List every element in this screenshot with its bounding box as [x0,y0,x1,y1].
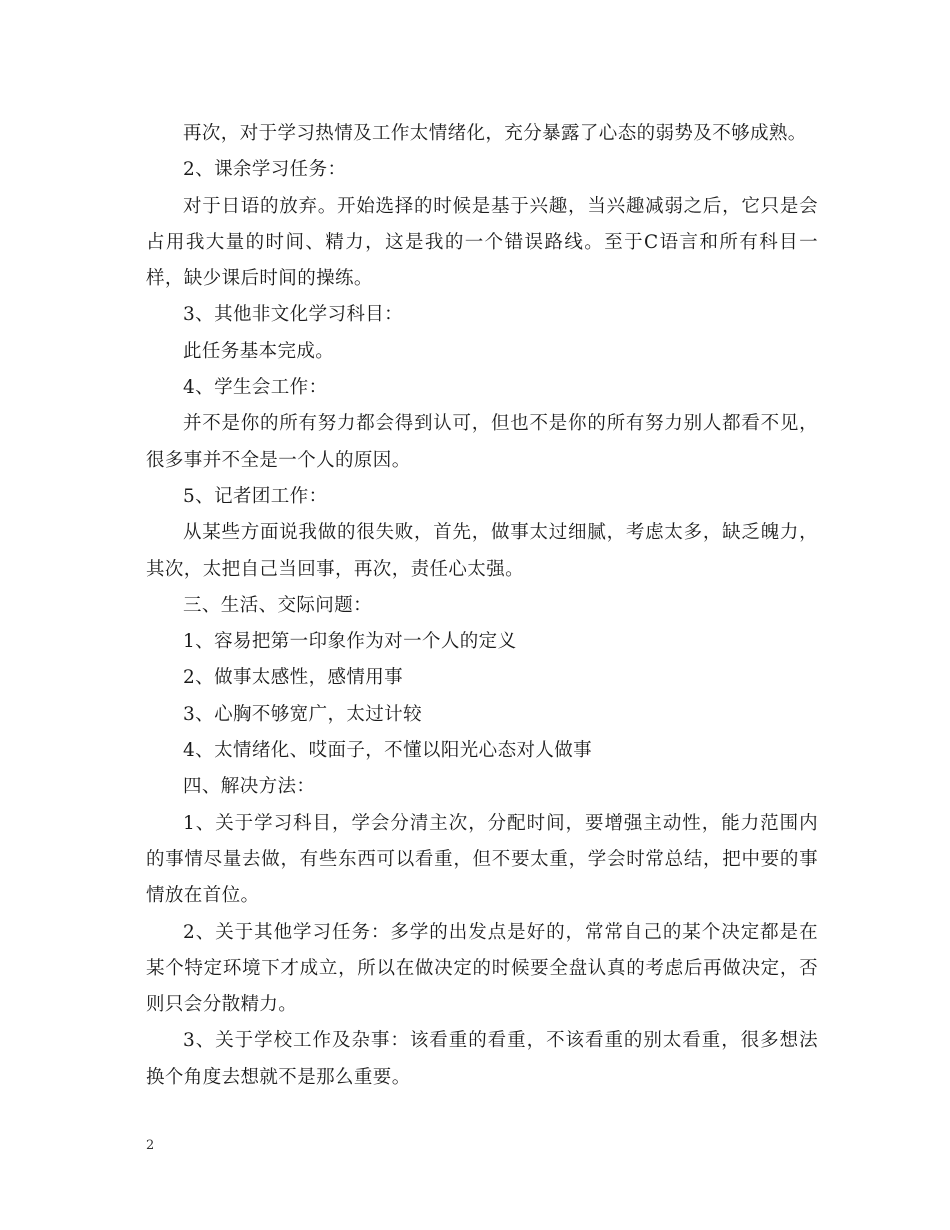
paragraph: 再次，对于学习热情及工作太情绪化，充分暴露了心态的弱势及不够成熟。 [183,123,807,144]
page-number: 2 [146,1138,155,1153]
section-heading: 3、其他非文化学习科目： [183,304,404,326]
section-heading: 四、解决方法： [183,776,316,798]
paragraph: 此任务基本完成。 [183,340,335,362]
list-item: 4、太情绪化、哎面子，不懂以阳光心态对人做事 [183,740,593,762]
section-heading: 4、学生会工作： [183,377,328,399]
paragraph: 对于日语的放弃。开始选择的时候是基于兴趣，当兴趣减弱之后，它只是会占用我大量的时间、精力，这是我的一个错误路线。至于C语言和所有科目一样，缺少课后时间的操练。 [146,195,818,290]
paragraph: 从某些方面说我做的很失败，首先，做事太过细腻，考虑太多，缺乏魄力，其次，太把自己当回事，再次，责任心太强。 [146,522,818,580]
list-item: 2、做事太感性，感情用事 [183,667,404,689]
document-body [146,116,818,1096]
list-item: 2、关于其他学习任务：多学的出发点是好的，常常自己的某个决定都是在某个特定环境下才成立，所以在做决定的时候要全盘认真的考虑后再做决定，否则只会分散精力。 [146,921,818,1016]
list-item: 3、关于学校工作及杂事：该看重的看重，不该看重的别太看重，很多想法换个角度去想就不是那么重要。 [146,1030,818,1088]
section-heading: 5、记者团工作： [183,485,328,507]
list-item: 1、关于学习科目，学会分清主次，分配时间，要增强主动性，能力范围内的事情尽量去做，有些东西可以看重，但不要太重，学会时常总结，把中要的事情放在首位。 [146,812,818,907]
section-heading: 2、课余学习任务： [183,159,347,181]
list-item: 1、容易把第一印象作为对一个人的定义 [183,631,517,653]
paragraph: 并不是你的所有努力都会得到认可，但也不是你的所有努力别人都看不见，很多事并不全是一个人的原因。 [146,413,818,471]
section-heading: 三、生活、交际问题： [183,594,373,616]
list-item: 3、心胸不够宽广，太过计较 [183,703,422,725]
